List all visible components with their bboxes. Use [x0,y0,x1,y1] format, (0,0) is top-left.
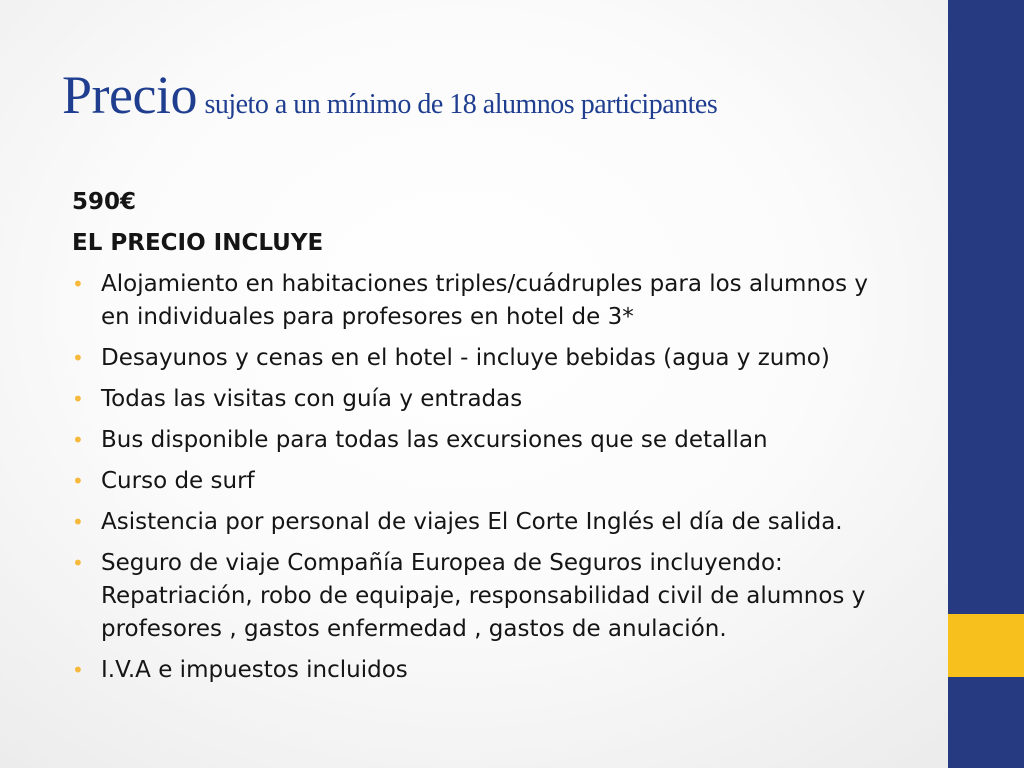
list-item-text: Desayunos y cenas en el hotel - incluye bebidas (agua y zumo) [101,345,830,371]
list-item-text: Asistencia por personal de viajes El Corte Inglés el día de salida. [101,509,843,535]
list-item [72,465,902,498]
slide-content [72,186,902,695]
list-item-text: Alojamiento en habitaciones triples/cuádruples para los alumnos y en individuales para profesores en hotel de 3* [101,271,868,330]
decor-band-blue-bottom [948,677,1024,768]
list-item-text: Bus disponible para todas las excursiones que se detallan [101,427,768,453]
list-item [72,547,902,646]
included-items-list [72,268,902,687]
bullet-icon: • [72,510,84,534]
title-subtitle: sujeto a un mínimo de 18 alumnos participantes [204,89,718,120]
decor-band-yellow [948,614,1024,677]
bullet-icon: • [72,387,84,411]
bullet-icon: • [72,551,84,575]
list-item [72,268,902,334]
bullet-icon: • [72,272,84,296]
bullet-icon: • [72,658,84,682]
slide-title [62,64,942,126]
list-item [72,383,902,416]
bullet-icon: • [72,469,84,493]
list-item-text: Seguro de viaje Compañía Europea de Seguros incluyendo: Repatriación, robo de equipaje, responsabilidad civil de alumnos y profesores , gastos enfermedad , gastos de anulación. [101,550,866,642]
list-item [72,342,902,375]
list-item-text: Todas las visitas con guía y entradas [101,386,523,412]
decor-band-blue-top [948,0,1024,614]
includes-heading: EL PRECIO INCLUYE [72,230,324,256]
bullet-icon: • [72,346,84,370]
price-text: 590€ [72,189,137,215]
list-item [72,654,902,687]
list-item-text: Curso de surf [101,468,255,494]
list-item [72,506,902,539]
title-main: Precio [62,65,197,125]
bullet-icon: • [72,428,84,452]
list-item-text: I.V.A e impuestos incluidos [101,657,408,683]
list-item [72,424,902,457]
